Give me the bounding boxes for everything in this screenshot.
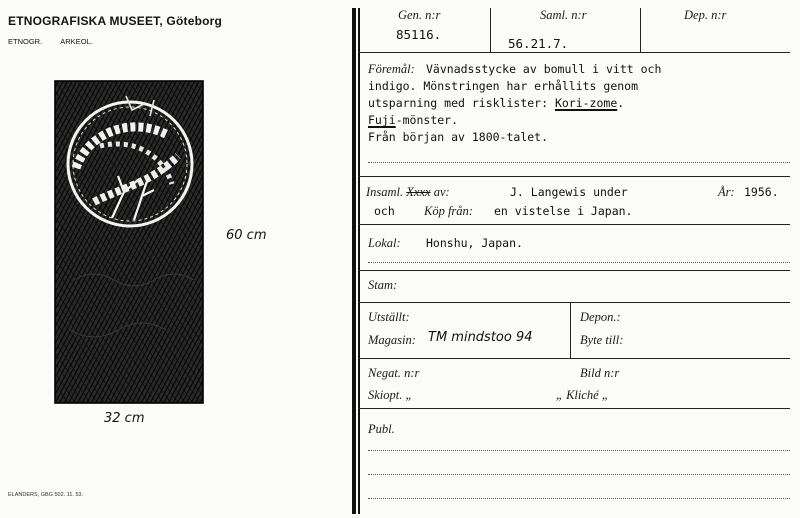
foremal-line-1: Vävnadsstycke av bomull i vitt och [426,62,662,76]
skiopt-label: Skiopt. „ [368,388,413,402]
insaml-struck-text: Xxxx [406,185,431,199]
ar-value: 1956. [744,185,779,199]
stam-rule [358,302,790,303]
magasin-handwritten-value: TM mindstoo 94 [428,330,533,345]
lokal-rule [358,270,790,271]
insaml-value: J. Langewis under [510,185,628,199]
foremal-line-3: utsparning med risklister: Kori-zome. [368,96,625,110]
header-divider-1 [490,8,491,52]
publ-dotted-rule-2 [368,474,790,475]
publ-dotted-rule-3 [368,498,790,499]
card-margin-line [358,8,360,514]
och-value: och [374,204,395,218]
dept-archaeology: ARKEOL. [60,37,93,46]
saml-nr-label: Saml. n:r [540,8,587,22]
foremal-line-4: Fuji-mönster. [368,113,459,127]
insaml-label: Insaml. Xxxx av: [366,185,450,199]
kop-label: Köp från: [424,204,473,218]
ar-label: År: [718,185,735,199]
dept-ethnography: ETNOGR. [8,37,43,46]
gen-nr-label: Gen. n:r [398,8,441,22]
department-labels [8,37,93,46]
dep-nr-label: Dep. n:r [684,8,727,22]
magasin-label: Magasin: [368,333,416,347]
negat-label: Negat. n:r [368,366,420,380]
foremal-dotted-rule [368,162,790,163]
stam-label: Stam: [368,278,398,292]
card-margin-bar [352,8,356,514]
foremal-label: Föremål: [368,62,415,76]
lokal-dotted-rule [368,262,790,263]
storage-divider [570,302,571,358]
utstallt-label: Utställt: [368,310,410,324]
photo-rule [358,408,790,409]
printer-imprint: ELANDERS, GBG 502. 11. 53. [8,492,84,498]
header-divider-2 [640,8,641,52]
storage-rule [358,358,790,359]
fuji-term: Fuji [368,113,396,127]
gen-nr-value: 85116. [396,27,442,42]
bild-label: Bild n:r [580,366,620,380]
sketch-width-label: 32 cm [104,411,145,426]
foremal-line-5: Från början av 1800-talet. [368,130,549,144]
sketch-height-label: 60 cm [226,228,267,243]
byte-till-label: Byte till: [580,333,624,347]
insaml-rule [358,224,790,225]
textile-sketch [54,80,204,404]
foremal-rule [358,176,790,177]
depon-label: Depon.: [580,310,621,324]
museum-name: ETNOGRAFISKA MUSEET, Göteborg [8,14,223,28]
publ-dotted-rule-1 [368,450,790,451]
saml-nr-value: 56.21.7. [508,36,569,51]
kliche-label: „ Kliché „ [556,388,609,402]
header-rule [358,52,790,53]
lokal-label: Lokal: [368,236,401,250]
kori-zome-term: Kori-zome [554,96,618,110]
lokal-value: Honshu, Japan. [426,236,523,250]
kop-value: en vistelse i Japan. [494,204,633,218]
publ-label: Publ. [368,422,395,436]
foremal-line-2: indigo. Mönstringen har erhållits genom [368,79,639,93]
